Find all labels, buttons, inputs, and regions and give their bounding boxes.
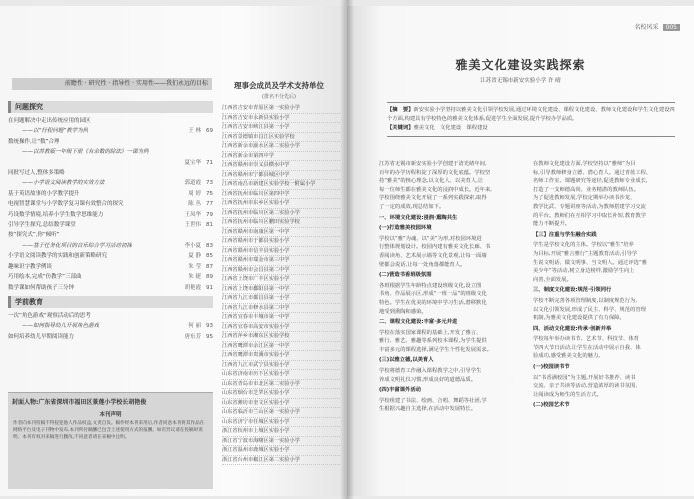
toc-entry-title: 电视智慧课堂与小学数学复习课有效整合的探究	[8, 201, 124, 208]
article-text-line: 生说文明话、做文明事、当文明人。通过评选“雅	[533, 259, 647, 266]
toc-entry[interactable]	[8, 220, 213, 230]
toc-entry-title: ——以“行程问题”教学为例	[22, 128, 89, 135]
left-page	[0, 6, 345, 496]
article-text-line: 持“雅美”的核心理念,以文化人、以美育人,让	[379, 178, 484, 185]
running-head-label: 名校风采	[634, 24, 659, 31]
council-unit-item: 江西省吉安市峡江县第一小学	[222, 123, 340, 133]
article-text-line: 验成功,感受雅美文化的魅力。	[533, 353, 604, 360]
toc-entry-page: 81	[206, 222, 213, 229]
toc-entry-author: 夏宝华	[184, 159, 201, 166]
toc-entry-title: 引导学生探究,总结数学课堂	[8, 222, 76, 229]
article-column-left	[379, 160, 519, 414]
toc-entry[interactable]	[8, 126, 213, 136]
council-unit-item: 江西省宜春市高安市实验小学	[222, 323, 340, 333]
article-subheading: 一、环境文化建设:浸润·熏陶共生	[379, 214, 458, 221]
toc-entry-page: 69	[206, 128, 213, 135]
council-unit-item: 江西省上饶市广丰区实验小学	[222, 275, 340, 285]
toc-entry-title: 同批写过人,整体多策略	[8, 170, 65, 177]
council-unit-item: 山东省潍坊市奎文区实验小学	[222, 399, 340, 409]
article-text-line: 为目标,开展“雅言雅行”主题教育活动,引导学	[533, 250, 638, 257]
book-gutter-shadow	[340, 0, 354, 499]
toc-entry[interactable]	[8, 178, 213, 188]
abstract-label: 【摘 要】	[387, 107, 414, 113]
toc-entry-page: 73	[206, 180, 213, 187]
article-text-line: 学校每年举办读书节、艺术节、科技节、体育	[533, 336, 639, 343]
toc-entry[interactable]	[8, 168, 213, 178]
toc-entry-page: 91	[206, 284, 213, 291]
council-unit-item: 江西省抚州市东乡区实验小学	[222, 199, 340, 209]
toc-entry-page	[201, 168, 213, 178]
article-text-line: 学校组建了书法、绘画、合唱、舞蹈等社团,学	[379, 397, 487, 404]
article-subheading: (一)校园读书节	[533, 364, 570, 371]
toc-entry[interactable]	[8, 241, 213, 251]
council-subtitle: (排名不分先后)	[262, 94, 296, 100]
toc-entry[interactable]	[8, 158, 213, 168]
article-text-line: 美少年”等活动,树立身边榜样,激励学生向上	[533, 268, 635, 275]
toc-entry-page	[201, 230, 213, 240]
article-text-line: 打造了一支师德高尚、业务精湛的教师队伍。	[533, 186, 639, 193]
council-unit-item: 山东省青岛市市北区第二实验小学	[222, 380, 340, 390]
article-author: 江苏省无锡市新安实验小学 许 晴	[480, 78, 561, 84]
toc-entry-author: 王 林	[188, 128, 201, 135]
toc-entry-author: 郭道霞	[184, 180, 201, 187]
toc-entry-title: ——以苏教版一年级下册《有余数的除法》一课为例	[22, 149, 149, 156]
council-unit-item: 江西省抚州市临川区第二实验小学	[222, 209, 340, 219]
council-unit-item: 江西省新余市渝水区第二实验小学	[222, 142, 340, 152]
toc-entry-author: 周 婷	[188, 190, 201, 197]
article-subheading: (二)校园艺术节	[533, 402, 570, 409]
council-unit-item: 浙江省杭州市上城区实验小学	[222, 427, 340, 437]
toc-entry-title: 巧用绘本,完成“仿教学”三部曲	[8, 274, 82, 281]
council-unit-item: 山东省济宁市任城区实验小学	[222, 418, 340, 428]
toc-entry-page: 75	[206, 190, 213, 197]
council-unit-item: 江西省吉安市青原区第一实验小学	[222, 104, 340, 114]
council-unit-item: 江西省抚州市临川区鹏田实验学校	[222, 218, 340, 228]
article-text-line: 向善,全面发展。	[533, 276, 572, 283]
article-subheading: 四、活动文化建设:传承·创新并举	[533, 325, 612, 332]
toc-entry[interactable]	[8, 199, 213, 209]
cover-notice-box	[8, 392, 213, 489]
abstract-block	[387, 102, 675, 137]
toc-entry-page: 85	[206, 253, 213, 260]
toc-entry[interactable]	[8, 321, 213, 331]
toc-entry-title: 小学语文阅读教学的实践和创新策略研究	[8, 253, 108, 260]
council-unit-item: 江西省景德镇市昌江区实验学校	[222, 133, 340, 143]
article-text-line: 教学比武、专题讲座等活动,为教师搭建学习交流	[533, 203, 646, 210]
article-subheading: 二、课程文化建设:丰富·多元并进	[379, 319, 458, 326]
notice-heading: 本刊声明	[99, 412, 122, 418]
toc-entry-title: 在问题解决中走出传统应用的园区	[8, 118, 91, 124]
slogan-bar: 前瞻性 · 研究性 · 指导性 · 实用性——我们永远的目标	[12, 78, 212, 90]
council-unit-item: 江西省鹰潭市余江区第一中学	[222, 342, 340, 352]
toc-entry[interactable]	[8, 311, 213, 321]
article-text-line: 机制,为雅美文化建设提供了有力保障。	[533, 315, 625, 322]
toc-entry[interactable]	[8, 262, 213, 272]
toc-section-heading: 问题探究	[8, 101, 213, 113]
council-header	[220, 80, 338, 100]
council-unit-item: 江西省鹰潭市贵溪市实验小学	[222, 351, 340, 361]
article-text-line: 行整体规划设计。校园内建有雅美文化长廊、书	[379, 244, 491, 251]
article-subheading: (二)营造书香班级氛围	[379, 272, 432, 279]
article-text-line: 以“书香满校园”为主题,开展好书推荐、读书	[533, 374, 636, 381]
article-text-line: 学生是学校文化的主体。学校以“雅生”培养	[533, 242, 634, 249]
toc-entry[interactable]	[8, 147, 213, 157]
toc-entry-page: 83	[206, 242, 213, 249]
council-unit-item: 山东省临沂市兰山区第一实验小学	[222, 408, 340, 418]
article-text-line: 地受到熏陶和感染。	[379, 308, 427, 315]
toc-section-heading: 学前教育	[8, 296, 213, 308]
toc-entry-page	[201, 137, 213, 147]
toc-entry-page: 93	[206, 323, 213, 330]
council-unit-item: 山东省济南市历下区实验小学	[222, 370, 340, 380]
toc-entry-page: 77	[206, 201, 213, 208]
toc-entry[interactable]	[8, 116, 213, 126]
article-text-line: 特色。学生在优美的环境中学习生活,潜移默化	[379, 299, 487, 306]
toc-entry-title: 数统操作,让“数”合理	[8, 138, 60, 145]
article-subheading: (三)以雅立德,以美育人	[379, 357, 434, 364]
article-text-line: 各班根据学生年龄特点建设班级文化,设立图	[379, 282, 482, 289]
toc-entry-page	[201, 311, 213, 321]
toc-entry-title: 基于英语故事的小学教学提升	[8, 190, 80, 197]
keywords-text: 雅美文化 文化建设 课程建设	[413, 125, 488, 131]
article-subheading: (四)丰富课外活动	[379, 387, 421, 394]
council-unit-item: 江西省赣州市宁都县城区中学	[222, 171, 340, 181]
toc-entry-title: 趣味识字教学例谈	[8, 263, 53, 270]
article-text-line: 学校在落实国家课程的基础上,开发了雅言、	[379, 329, 482, 336]
article-text-line: 学校以“雅”为魂、以“美”为形,对校园环境进	[379, 235, 482, 242]
council-unit-item: 山东省烟台市芝罘区实验小学	[222, 389, 340, 399]
council-unit-item: 江西省抚州市临川区第四中学	[222, 190, 340, 200]
article-text-line: 每一位师生都在雅美文化的浸润中成长。近年来,	[379, 186, 492, 193]
council-unit-item: 江西省南昌市新建区实验学校一附属小学	[222, 180, 340, 190]
council-unit-item: 江西省九江市都昌县第一小学	[222, 294, 340, 304]
toc-entry-page	[201, 116, 213, 126]
toc-entry-author: 陈 丛	[188, 201, 201, 208]
toc-entry-title: 如何培养幼儿早期阅读能力	[8, 333, 75, 340]
toc-entry-author: 何 丽	[188, 323, 201, 330]
toc-entry-author: 夏 静	[188, 253, 201, 260]
article-text-line: 江苏省无锡市新安实验小学创建于清光绪年间,	[379, 161, 487, 167]
council-unit-item: 江西省九江市修水县第二中学	[222, 304, 340, 314]
toc-entry-page: 89	[206, 274, 213, 281]
toc-entry-author: 王世伟	[184, 222, 201, 229]
article-text-line: 香阅读角、艺术展示墙等文化景观,让每一面墙	[379, 252, 487, 259]
council-unit-item: 浙江省台州市椒江区第二实验小学	[222, 456, 340, 466]
article-subheading: 三、制度文化建设:规范·引领同行	[533, 287, 612, 294]
article-text-line: 以文化引领发展,形成了民主、科学、规范的管理	[533, 306, 646, 313]
toc-entry-title: ——小学语文阅读教学的实效方法	[22, 180, 105, 187]
article-text-line: 雅行、雅艺、雅趣等系列校本课程,为学生提供	[379, 338, 487, 345]
toc-entry-author: 朱 莹	[188, 263, 201, 270]
article-text-line: 学校不断完善各项管理制度,以制度规范行为,	[533, 297, 638, 304]
running-head	[635, 22, 680, 31]
toc-entry-title: 一次“角色游戏”观察活动后的思考	[8, 312, 91, 319]
article-text-line: 让阅读成为师生的生活方式。	[533, 391, 602, 398]
article-subheading: 【三】注重与学生融合实践	[533, 231, 597, 238]
article-text-line: 学校将德育工作融入课程教学之中,引导学生	[379, 368, 482, 375]
council-unit-list	[222, 104, 340, 465]
council-unit-item: 江西省宜春市丰城市第一中学	[222, 313, 340, 323]
council-unit-item: 江西省赣州市于都县实验小学	[222, 237, 340, 247]
article-title: 雅美文化建设实践探索	[455, 58, 586, 72]
council-unit-item: 浙江省温州市鹿城区实验小学	[222, 446, 340, 456]
article-text-line: 标,引导教师修身立德、潜心育人。通过青蓝工程、	[533, 169, 652, 176]
toc-entry[interactable]	[8, 332, 213, 342]
council-unit-item: 江西省上饶市鄱阳县第一中学	[222, 285, 340, 295]
keywords-label: 【关键词】	[387, 125, 414, 131]
toc-entry[interactable]	[8, 230, 213, 240]
notice-body: 作者向本刊投稿不得侵犯他人作品权益,文责自负。稿件经本刊采用后,作者同意本刊将其作品在网络平台及电子刊物中发布,本刊所付稿酬已包含上述使用方式的报酬。如有异议请在投稿时说明。本刊有权对来稿进行删改,不同意者请在来稿中注明。	[13, 421, 205, 440]
council-unit-item: 江西省赣州市信丰县实验小学	[222, 247, 340, 257]
council-unit-item: 江西省赣州市南康区第一中学	[222, 228, 340, 238]
toc-entry-title: ——基于任务化项目的音乐综合学习活动初探	[22, 242, 133, 249]
council-unit-item: 江西省新余市第四中学	[222, 152, 340, 162]
toc-entry-page: 79	[206, 211, 213, 218]
council-unit-item: 浙江省宁波市海曙区第一实验小学	[222, 437, 340, 447]
toc-entry[interactable]	[8, 189, 213, 199]
article-text-line: 的平台。教师们在互相学习中取长补短,教育教学	[533, 212, 646, 219]
article-text-line: 了一定的成效,现总结如下。	[379, 203, 445, 210]
toc-entry-page: 87	[206, 263, 213, 270]
council-title: 理事会成员及学术支持单位	[234, 81, 324, 90]
right-page	[347, 6, 694, 496]
toc-entry[interactable]	[8, 210, 213, 220]
toc-entry-author: 王凤华	[184, 211, 201, 218]
article-text-line: 能力不断提升。	[533, 221, 571, 228]
toc-entry-page: 95	[206, 333, 213, 340]
article-text-line: 书角、作品展示区,形成“一班一品”的班级文化	[379, 291, 487, 298]
toc-entry[interactable]	[8, 283, 213, 293]
table-of-contents	[8, 98, 213, 342]
article-text-line: 生根据兴趣自主选择,在活动中发展特长。	[379, 406, 477, 413]
council-unit-item: 江西省九江市武宁县实验小学	[222, 361, 340, 371]
article-text-line: 丰富多元的课程选择,满足学生个性化发展需求。	[379, 346, 492, 353]
toc-entry-author: 胡艳霞	[184, 284, 201, 291]
toc-entry-author: 朱 捷	[188, 274, 201, 281]
article-text-line: 壁都会说话,让每一处角落都能育人。	[379, 261, 466, 268]
toc-entry-page	[201, 147, 213, 157]
toc-entry[interactable]	[8, 251, 213, 261]
council-unit-item: 江西省赣州市瑞金市第三中学	[222, 256, 340, 266]
article-text-line: 交流、亲子共读等活动,营造浓厚的读书氛围,	[533, 383, 638, 390]
council-unit-item: 江西省赣州市崇义县横水中学	[222, 161, 340, 171]
article-text-line: 名师工作室、课题研究等途径,促进教师专业成长,	[533, 178, 648, 185]
toc-entry-author: 李小夏	[184, 242, 201, 249]
council-unit-item: 江西省赣州市会昌县第二中学	[222, 266, 340, 276]
article-text-line: 学校围绕雅美文化开展了一系列实践探索,取得	[379, 195, 487, 202]
cover-person-caption: 封面人物:广东省深圳市福田区景莲小学校长胡艳俊	[12, 399, 147, 406]
council-unit-item: 江西省萍乡市湘东区实验学校	[222, 332, 340, 342]
toc-entry-title: 巧设数学情境,培养小学生数学思维能力	[8, 211, 104, 218]
toc-entry[interactable]	[8, 137, 213, 147]
article-text-line: 百年的办学历程积淀了深厚的文化底蕴。学校坚	[379, 169, 491, 176]
toc-entry-author: 唐东芳	[184, 333, 201, 340]
article-subheading: (一)打造雅美校园环境	[379, 225, 432, 232]
article-text-line: 节四大节日活动,让学生在活动中展示自我、体	[533, 344, 641, 351]
toc-entry-title: 数学课如何帮助孩子三分钟	[8, 284, 75, 291]
article-text-line: 为了促进教师发展,学校定期举办读书沙龙、	[533, 195, 636, 202]
abstract-text: 新安实验小学坚持以雅美文化引领学校发展,通过环境文化建设、课程文化建设、教师文化建设和学生文化建设四个方面,构建具有学校特色的雅美文化体系,促进学生全面发展,提升学校办学品质。	[387, 107, 675, 122]
toc-entry-page: 71	[206, 159, 213, 166]
toc-entry-title: 按“探究式”,你“倾听”	[8, 232, 60, 239]
page-number: 005	[663, 24, 680, 31]
council-unit-item: 江西省吉安市永新县实验小学	[222, 114, 340, 124]
article-text-line: 养成文明礼仪习惯,形成良好的道德品质。	[379, 376, 477, 383]
toc-entry-title: ——如何指导幼儿开展角色游戏	[22, 323, 100, 330]
toc-entry[interactable]	[8, 272, 213, 282]
article-text-line: 在教师文化建设方面,学校坚持以“雅师”为目	[533, 161, 636, 167]
article-column-right	[533, 160, 673, 412]
